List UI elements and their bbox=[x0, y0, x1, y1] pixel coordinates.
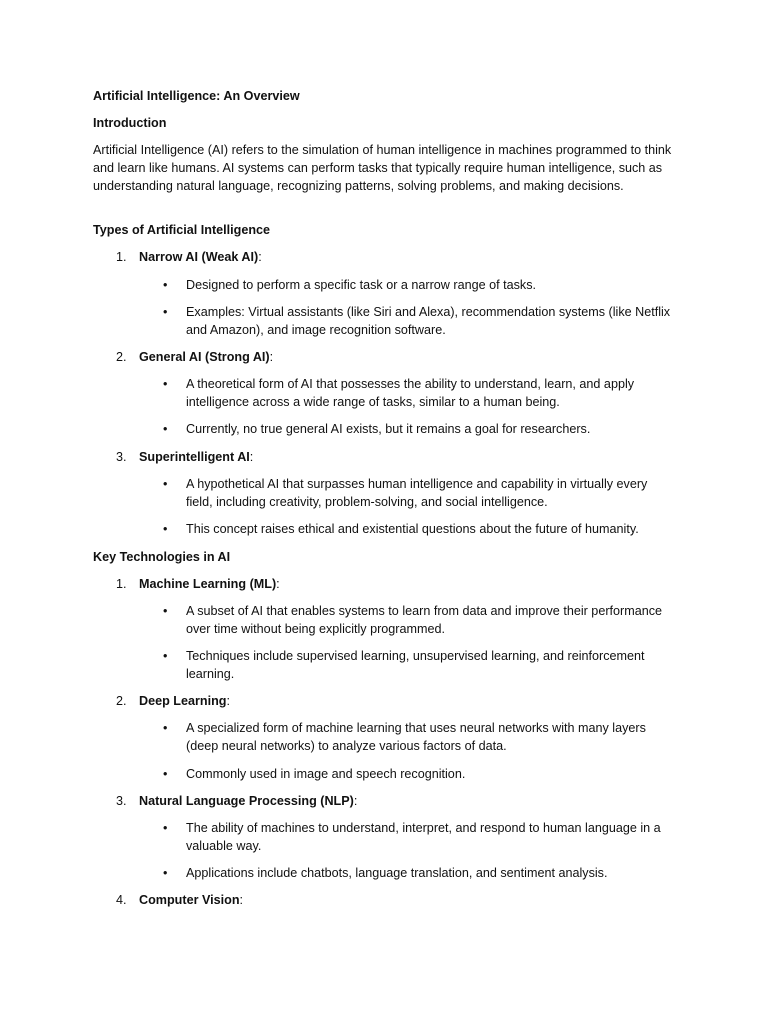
list-item-title: Natural Language Processing (NLP) bbox=[139, 794, 354, 808]
bullet-icon: • bbox=[163, 278, 168, 292]
list-number: 4. bbox=[116, 893, 127, 907]
list-item-colon: : bbox=[276, 577, 280, 591]
bullet-item bbox=[163, 864, 673, 882]
bullet-item bbox=[163, 719, 673, 755]
list-item-title: General AI (Strong AI) bbox=[139, 350, 270, 364]
bullet-text: A specialized form of machine learning that uses neural networks with many layers (deep neural networks) to analyze various factors of data. bbox=[186, 721, 646, 753]
bullet-item bbox=[163, 475, 673, 511]
bullet-text: A hypothetical AI that surpasses human intelligence and capability in virtually every field, including creativity, problem-solving, and social intelligence. bbox=[186, 477, 648, 509]
bullet-icon: • bbox=[163, 721, 168, 735]
bullet-icon: • bbox=[163, 477, 168, 491]
bullet-icon: • bbox=[163, 767, 168, 781]
bullet-text: Applications include chatbots, language translation, and sentiment analysis. bbox=[186, 866, 608, 880]
bullet-text: A theoretical form of AI that possesses the ability to understand, learn, and apply intelligence across a wide range of tasks, similar to a human being. bbox=[186, 377, 635, 409]
tech-item-machine-learning bbox=[116, 575, 280, 593]
bullet-item bbox=[163, 819, 673, 855]
bullet-icon: • bbox=[163, 522, 168, 536]
bullet-text: The ability of machines to understand, interpret, and respond to human language in a valuable way. bbox=[186, 821, 661, 853]
bullet-icon: • bbox=[163, 604, 168, 618]
list-number: 1. bbox=[116, 577, 127, 591]
list-number: 1. bbox=[116, 250, 127, 264]
bullet-icon: • bbox=[163, 866, 168, 880]
document-title: Artificial Intelligence: An Overview bbox=[93, 89, 300, 103]
bullet-item bbox=[163, 520, 673, 538]
list-item-colon: : bbox=[239, 893, 244, 907]
bullet-text: Currently, no true general AI exists, but it remains a goal for researchers. bbox=[186, 422, 591, 436]
list-number: 3. bbox=[116, 450, 127, 464]
list-item-title: Narrow AI (Weak AI) bbox=[139, 250, 259, 264]
bullet-text: Techniques include supervised learning, unsupervised learning, and reinforcement learning. bbox=[186, 649, 645, 681]
tech-item-computer-vision bbox=[116, 891, 243, 909]
types-heading: Types of Artificial Intelligence bbox=[93, 223, 271, 237]
bullet-icon: • bbox=[163, 649, 168, 663]
list-item-title: Computer Vision bbox=[139, 893, 240, 907]
bullet-text: Designed to perform a specific task or a narrow range of tasks. bbox=[186, 278, 536, 292]
bullet-icon: • bbox=[163, 305, 168, 319]
list-item-colon: : bbox=[258, 250, 262, 264]
type-item-superintelligent-ai bbox=[116, 448, 253, 466]
bullet-text: Commonly used in image and speech recognition. bbox=[186, 767, 466, 781]
bullet-item bbox=[163, 420, 673, 438]
bullet-text: This concept raises ethical and existential questions about the future of humanity. bbox=[186, 522, 639, 536]
tech-item-nlp bbox=[116, 792, 357, 810]
bullet-text: Examples: Virtual assistants (like Siri and Alexa), recommendation systems (like Netflix and Amazon), and image recognition software. bbox=[186, 305, 671, 337]
bullet-item bbox=[163, 647, 673, 683]
list-item-title: Machine Learning (ML) bbox=[139, 577, 277, 591]
bullet-item bbox=[163, 375, 673, 411]
list-item-colon: : bbox=[226, 694, 230, 708]
bullet-item bbox=[163, 765, 673, 783]
type-item-narrow-ai bbox=[116, 248, 262, 266]
bullet-icon: • bbox=[163, 377, 168, 391]
bullet-item bbox=[163, 303, 673, 339]
intro-paragraph: Artificial Intelligence (AI) refers to the simulation of human intelligence in machines programmed to think and learn like humans. AI systems can perform tasks that typically require human intelligence, such as understanding natural language, recognizing patterns, solving problems, and making decisions. bbox=[93, 143, 672, 193]
bullet-item bbox=[163, 602, 673, 638]
bullet-icon: • bbox=[163, 422, 168, 436]
tech-heading: Key Technologies in AI bbox=[93, 550, 231, 564]
list-item-colon: : bbox=[353, 794, 358, 808]
list-item-colon: : bbox=[269, 350, 274, 364]
tech-item-deep-learning bbox=[116, 692, 230, 710]
bullet-text: A subset of AI that enables systems to learn from data and improve their performance over time without being explicitly programmed. bbox=[186, 604, 663, 636]
bullet-icon: • bbox=[163, 821, 168, 835]
list-item-colon: : bbox=[249, 450, 254, 464]
list-number: 2. bbox=[116, 350, 127, 364]
list-item-title: Superintelligent AI bbox=[139, 450, 250, 464]
list-item-title: Deep Learning bbox=[139, 694, 227, 708]
bullet-item bbox=[163, 276, 673, 294]
intro-heading: Introduction bbox=[93, 116, 167, 130]
list-number: 2. bbox=[116, 694, 127, 708]
list-number: 3. bbox=[116, 794, 127, 808]
type-item-general-ai bbox=[116, 348, 273, 366]
